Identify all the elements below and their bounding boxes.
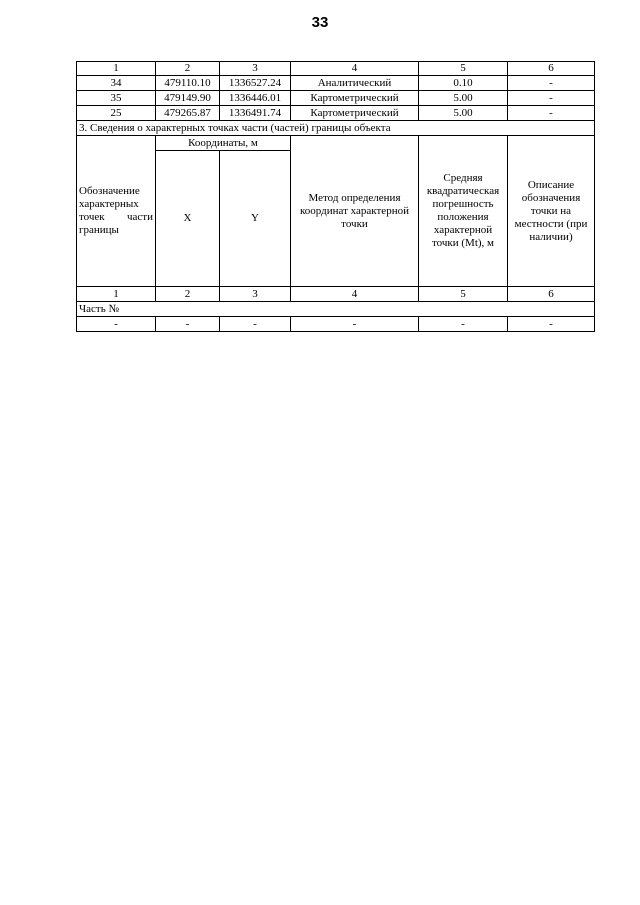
column-number: 5: [419, 287, 508, 302]
x-header: X: [156, 151, 220, 287]
method-cell: Картометрический: [291, 106, 419, 121]
top-header-row: [77, 62, 595, 76]
table-row: [77, 106, 595, 121]
error-cell: -: [419, 317, 508, 332]
description-cell: -: [508, 106, 595, 121]
header-cell: 4: [291, 62, 419, 76]
x-cell: 479110.10: [156, 76, 220, 91]
page-number: 33: [311, 14, 329, 31]
point-number-cell: 25: [77, 106, 156, 121]
coordinates-header: Координаты, м: [156, 136, 291, 151]
section-title-row: [77, 121, 595, 136]
column-number: 3: [220, 287, 291, 302]
header-cell: 1: [77, 62, 156, 76]
x-cell: 479265.87: [156, 106, 220, 121]
column-numbers-row: [77, 287, 595, 302]
x-cell: 479149.90: [156, 91, 220, 106]
point-number-cell: -: [77, 317, 156, 332]
part-label-row: [77, 302, 595, 317]
designation-header: Обозначение характерных точек части границы: [77, 136, 156, 287]
error-cell: 5.00: [419, 106, 508, 121]
x-cell: -: [156, 317, 220, 332]
header-cell: 3: [220, 62, 291, 76]
table-row: [77, 76, 595, 91]
column-number: 6: [508, 287, 595, 302]
table-row: [77, 91, 595, 106]
y-cell: -: [220, 317, 291, 332]
y-cell: 1336527.24: [220, 76, 291, 91]
section-header-row: [77, 136, 595, 151]
column-number: 4: [291, 287, 419, 302]
header-cell: 2: [156, 62, 220, 76]
part-label: Часть №: [77, 302, 595, 317]
method-cell: Картометрический: [291, 91, 419, 106]
error-cell: 0.10: [419, 76, 508, 91]
y-cell: 1336446.01: [220, 91, 291, 106]
table-row: [77, 317, 595, 332]
description-cell: -: [508, 91, 595, 106]
method-header: Метод определения координат характерной точки: [291, 136, 419, 287]
header-cell: 6: [508, 62, 595, 76]
description-cell: -: [508, 317, 595, 332]
coordinates-table: [76, 61, 595, 332]
y-header: Y: [220, 151, 291, 287]
error-header: Средняя квадратическая погрешность положения характерной точки (Mt), м: [419, 136, 508, 287]
method-cell: Аналитический: [291, 76, 419, 91]
description-header: Описание обозначения точки на местности (при наличии): [508, 136, 595, 287]
column-number: 2: [156, 287, 220, 302]
y-cell: 1336491.74: [220, 106, 291, 121]
method-cell: -: [291, 317, 419, 332]
point-number-cell: 35: [77, 91, 156, 106]
column-number: 1: [77, 287, 156, 302]
error-cell: 5.00: [419, 91, 508, 106]
header-cell: 5: [419, 62, 508, 76]
section-title: 3. Сведения о характерных точках части (частей) границы объекта: [77, 121, 595, 136]
point-number-cell: 34: [77, 76, 156, 91]
description-cell: -: [508, 76, 595, 91]
